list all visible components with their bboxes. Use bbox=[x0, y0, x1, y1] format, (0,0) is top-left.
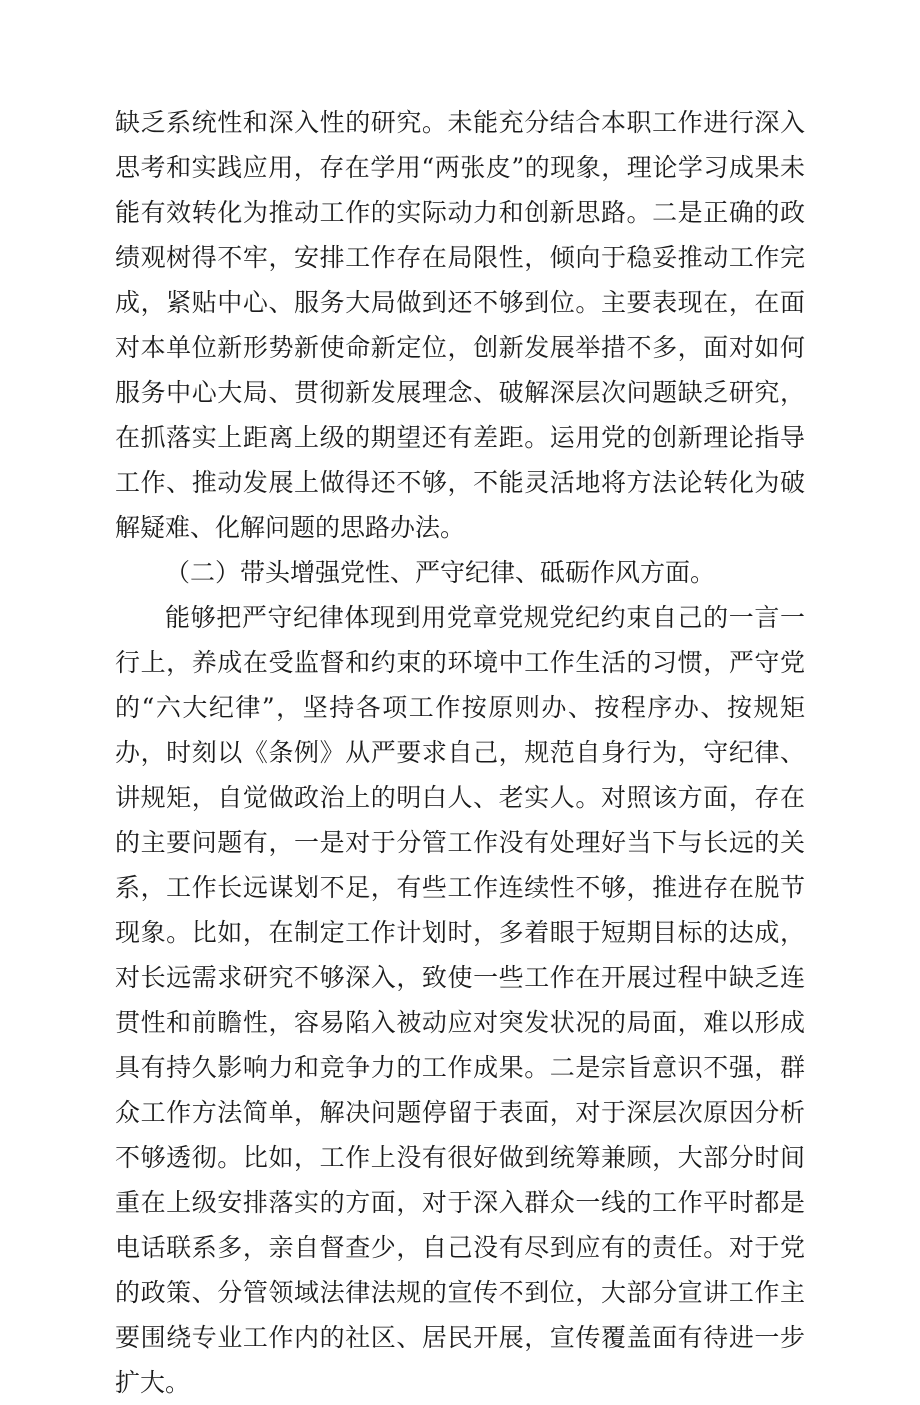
section-heading: （二）带头增强党性、严守纪律、砥砺作风方面。 bbox=[165, 558, 716, 587]
paragraph-body: 能够把严守纪律体现到用党章党规党纪约束自己的一言一行上，养成在受监督和约束的环境中工作生活的习惯，严守党的“六大纪律”，坚持各项工作按原则办、按程序办、按规矩办，时刻以《条例》从严要求自己，规范自身行为，守纪律、讲规矩，自觉做政治上的明白人、老实人。对照该方面，存在的主要问题有，一是对于分管工作没有处理好当下与长远的关系，工作长远谋划不足，有些工作连续性不够，推进存在脱节现象。比如，在制定工作计划时，多着眼于短期目标的达成，对长远需求研究不够深入，致使一些工作在开展过程中缺乏连贯性和前瞻性，容易陷入被动应对突发状况的局面，难以形成具有持久影响力和竞争力的工作成果。二是宗旨意识不强，群众工作方法简单，解决问题停留于表面，对于深层次原因分析不够透彻。比如，工作上没有很好做到统筹兼顾，大部分时间重在上级安排落实的方面，对于深入群众一线的工作平时都是电话联系多，亲自督查少，自己没有尽到应有的责任。对于党的政策、分管领域法律法规的宣传不到位，大部分宣讲工作主要围绕专业工作内的社区、居民开展，宣传覆盖面有待进一步扩大。 bbox=[115, 603, 805, 1397]
document-body bbox=[115, 100, 805, 1405]
paragraph-continued: 缺乏系统性和深入性的研究。未能充分结合本职工作进行深入思考和实践应用，存在学用“两张皮”的现象，理论学习成果未能有效转化为推动工作的实际动力和创新思路。二是正确的政绩观树得不牢，安排工作存在局限性，倾向于稳妥推动工作完成，紧贴中心、服务大局做到还不够到位。主要表现在，在面对本单位新形势新使命新定位，创新发展举措不多，面对如何服务中心大局、贯彻新发展理念、破解深层次问题缺乏研究，在抓落实上距离上级的期望还有差距。运用党的创新理论指导工作、推动发展上做得还不够，不能灵活地将方法论转化为破解疑难、化解问题的思路办法。 bbox=[115, 108, 805, 542]
